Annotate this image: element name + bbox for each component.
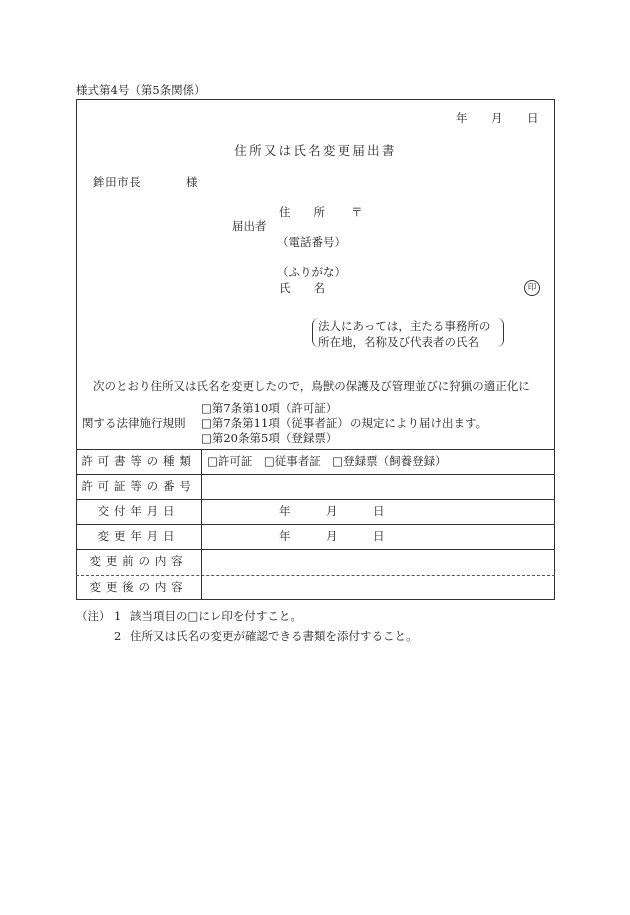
statement-option-1: □第7条第10項（許可証） bbox=[201, 401, 338, 415]
addressee-name: 鉾田市長 bbox=[93, 175, 142, 189]
statement-line1: 次のとおり住所又は氏名を変更したので，鳥獣の保護及び管理並びに狩猟の適正化に bbox=[93, 379, 530, 393]
notes-prefix: （注） bbox=[76, 609, 111, 623]
row-label: 交付年月日 bbox=[97, 504, 180, 518]
form-number: 様式第4号（第5条関係） bbox=[76, 83, 206, 97]
note-text: 住所又は氏名の変更が確認できる書類を添付すること。 bbox=[130, 629, 418, 643]
note-text: 該当項目の□にレ印を付すこと。 bbox=[130, 609, 302, 623]
form-title: 住所又は氏名変更届出書 bbox=[234, 143, 397, 158]
note-number: 2 bbox=[114, 629, 122, 643]
corporate-note-line2: 所在地，名称及び代表者の氏名 bbox=[318, 335, 479, 349]
table-row-divider bbox=[76, 524, 555, 525]
corporate-note-line1: 法人にあっては，主たる事務所の bbox=[318, 319, 491, 333]
date-day: 日 bbox=[527, 111, 539, 125]
seal-icon: 印 bbox=[524, 280, 540, 296]
table-row-divider bbox=[76, 474, 555, 475]
date-month: 月 bbox=[491, 111, 503, 125]
table-dashed-divider bbox=[76, 575, 555, 576]
table-top-border bbox=[76, 449, 555, 450]
addressee-honorific: 様 bbox=[186, 175, 198, 189]
issue-date-month: 月 bbox=[326, 504, 338, 518]
row-label: 許可書等の種類 bbox=[81, 454, 196, 468]
change-date-year: 年 bbox=[279, 529, 291, 543]
change-date-day: 日 bbox=[373, 529, 385, 543]
row-label: 許可証等の番号 bbox=[81, 479, 196, 493]
table-column-divider bbox=[201, 449, 202, 600]
permit-type-options: □許可証 □従事者証 □登録票（飼養登録） bbox=[207, 454, 447, 468]
statement-law-name: 関する法律施行規則 bbox=[82, 416, 186, 430]
address-label: 住 所 bbox=[279, 205, 325, 219]
issue-date-day: 日 bbox=[373, 504, 385, 518]
statement-option-3: □第20条第5項（登録票） bbox=[201, 431, 338, 445]
row-label: 変更後の内容 bbox=[89, 580, 188, 594]
furigana-label: （ふりがな） bbox=[277, 265, 346, 279]
row-label: 変更年月日 bbox=[97, 529, 180, 543]
statement-suffix: の規定により届け出ます。 bbox=[350, 416, 488, 430]
phone-label: （電話番号） bbox=[277, 235, 346, 249]
table-row-divider bbox=[76, 549, 555, 550]
row-label: 変更前の内容 bbox=[89, 554, 188, 568]
notifier-label: 届出者 bbox=[232, 219, 267, 233]
name-label: 氏 名 bbox=[279, 281, 325, 295]
date-year: 年 bbox=[456, 111, 468, 125]
table-row-divider bbox=[76, 499, 555, 500]
postal-mark: 〒 bbox=[351, 205, 363, 219]
change-date-month: 月 bbox=[326, 529, 338, 543]
note-number: 1 bbox=[114, 609, 122, 623]
statement-option-2: □第7条第11項（従事者証） bbox=[201, 416, 349, 430]
issue-date-year: 年 bbox=[279, 504, 291, 518]
